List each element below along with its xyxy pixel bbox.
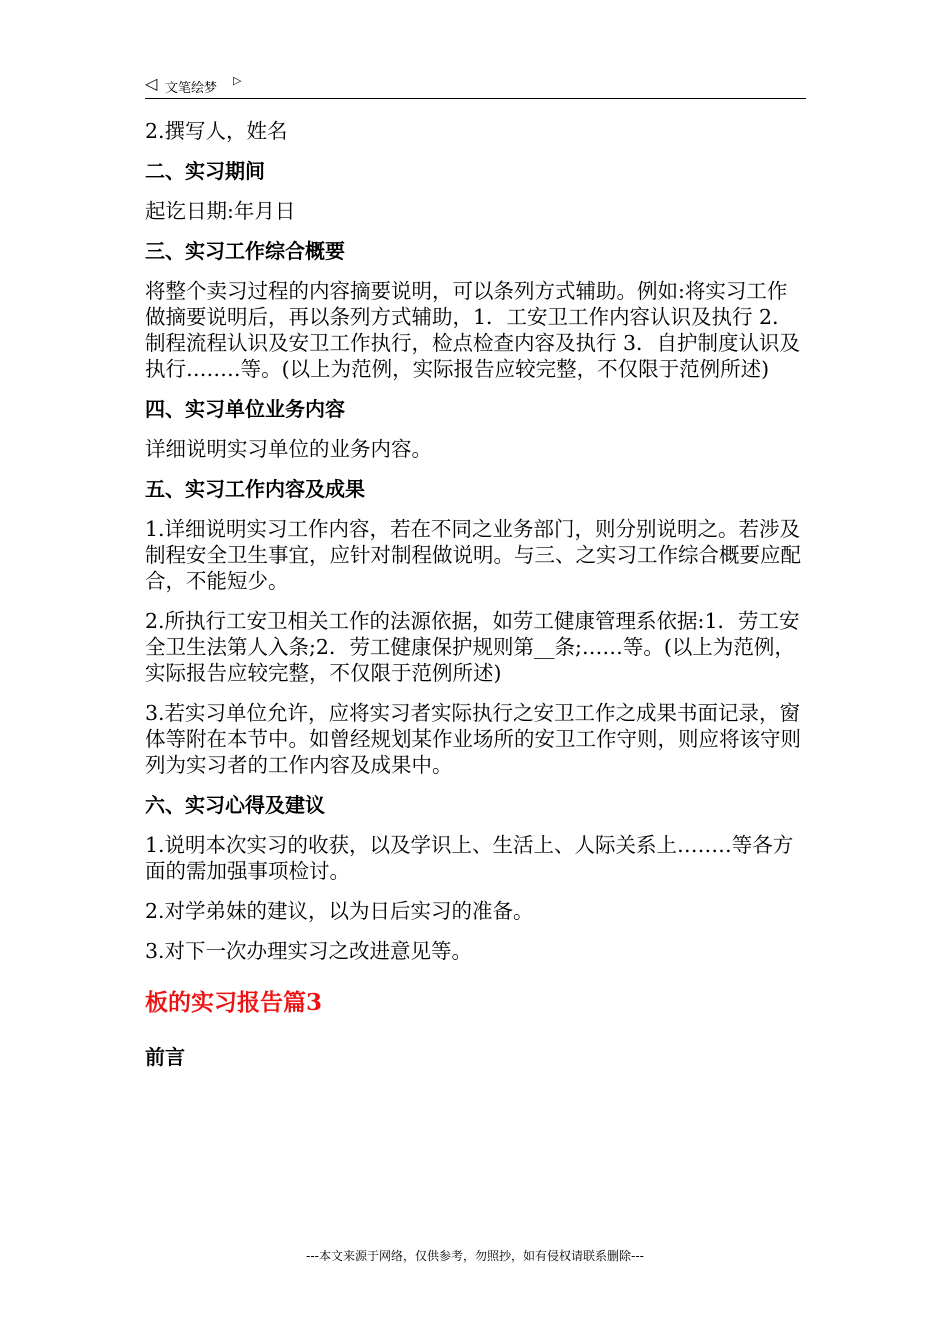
triangle-right-icon: ▷ (233, 74, 242, 87)
document-body (145, 118, 805, 1084)
section-5-paragraph-2: 2.所执行工安卫相关工作的法源依据，如劳工健康管理系依据:1．劳工安全卫生法第人入条;2．劳工健康保护规则第__条;……等。(以上为范例，实际报告应较完整，不仅限于范例所述) (145, 609, 800, 685)
section-3-text: 将整个卖习过程的内容摘要说明，可以条列方式辅助。例如:将实习工作做摘要说明后，再以条列方式辅助，1．工安卫工作内容认识及执行 2．制程流程认识及安卫工作执行，检点检查内容及执行 3．自护制度认识及执行‥……等。(以上为范例，实际报告应较完整，不仅限于范例所述) (145, 279, 801, 381)
section-2-heading: 二、实习期间 (145, 159, 265, 183)
triangle-left-icon: ◁ (145, 74, 158, 93)
page-header (145, 74, 806, 99)
brand-name: 文笔绘梦 (165, 81, 218, 96)
report-title: 板的实习报告篇3 (145, 989, 323, 1016)
section-5-heading: 五、实习工作内容及成果 (145, 477, 365, 501)
section-6-heading: 六、实习心得及建议 (145, 793, 325, 817)
writer-item: 2.撰写人，姓名 (145, 119, 288, 143)
section-6-paragraph-2: 2.对学弟妹的建议，以为日后实习的准备。 (145, 899, 534, 923)
section-5-paragraph-3: 3.若实习单位允许，应将实习者实际执行之安卫工作之成果书面记录，窗体等附在本节中。如曾经规划某作业场所的安卫工作守则，则应将该守则列为实习者的工作内容及成果中。 (145, 701, 801, 777)
section-4-text: 详细说明实习单位的业务内容。 (145, 437, 432, 461)
section-6-paragraph-1: 1.说明本次实习的收获，以及学识上、生活上、人际关系上‥……等各方面的需加强事项检讨。 (145, 833, 794, 883)
section-2-text: 起讫日期:年月日 (145, 199, 296, 223)
section-5-paragraph-1: 1.详细说明实习工作内容，若在不同之业务部门，则分别说明之。若涉及制程安全卫生事宜，应针对制程做说明。与三、之实习工作综合概要应配合，不能短少。 (145, 517, 801, 593)
section-6-paragraph-3: 3.对下一次办理实习之改进意见等。 (145, 939, 473, 963)
footer-note: ---本文来源于网络，仅供参考，勿照抄，如有侵权请联系删除--- (306, 1249, 644, 1263)
preface-heading: 前言 (145, 1045, 185, 1069)
section-3-heading: 三、实习工作综合概要 (145, 239, 345, 263)
section-4-heading: 四、实习单位业务内容 (145, 397, 345, 421)
